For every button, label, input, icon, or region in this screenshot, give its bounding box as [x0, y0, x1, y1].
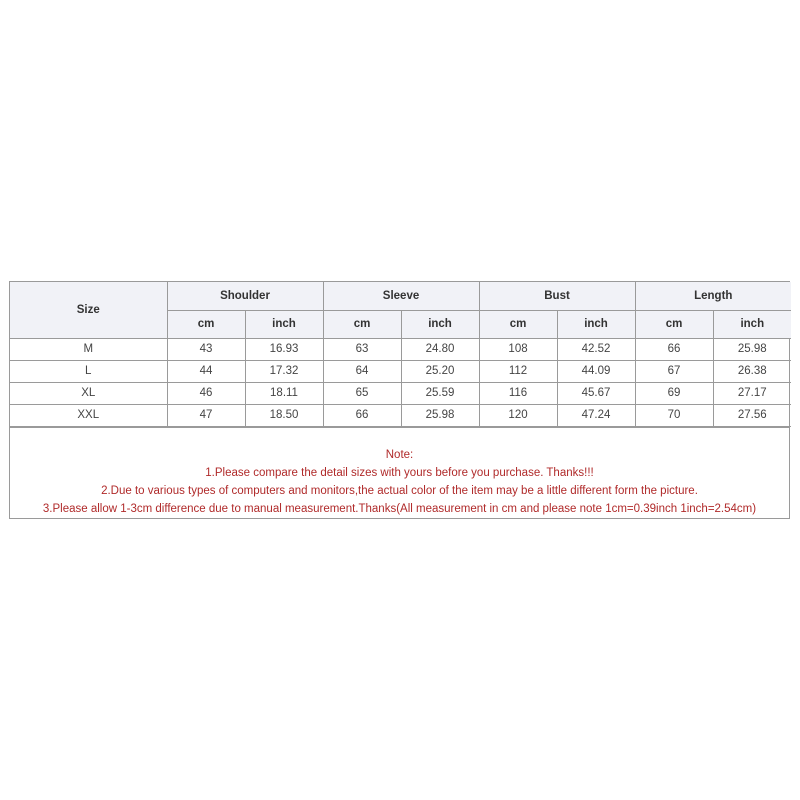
table-row — [10, 382, 791, 404]
size-cell: M — [10, 338, 167, 360]
value-cell: 24.80 — [401, 338, 479, 360]
unit-header-cm: cm — [479, 310, 557, 338]
unit-header-inch: inch — [245, 310, 323, 338]
size-header: Size — [10, 282, 167, 338]
value-cell: 64 — [323, 360, 401, 382]
notes-title: Note: — [385, 448, 414, 461]
group-header-length: Length — [635, 282, 791, 310]
unit-header-inch: inch — [557, 310, 635, 338]
value-cell: 67 — [635, 360, 713, 382]
value-cell: 65 — [323, 382, 401, 404]
value-cell: 25.59 — [401, 382, 479, 404]
group-header-sleeve: Sleeve — [323, 282, 479, 310]
group-header-shoulder: Shoulder — [167, 282, 323, 310]
note-line-2: 2.Due to various types of computers and monitors,the actual color of the item may be a little different form the picture. — [101, 484, 698, 497]
value-cell: 116 — [479, 382, 557, 404]
value-cell: 47 — [167, 404, 245, 426]
value-cell: 112 — [479, 360, 557, 382]
notes-section — [10, 427, 789, 518]
value-cell: 16.93 — [245, 338, 323, 360]
value-cell: 44 — [167, 360, 245, 382]
group-header-bust: Bust — [479, 282, 635, 310]
value-cell: 46 — [167, 382, 245, 404]
unit-header-cm: cm — [167, 310, 245, 338]
value-cell: 108 — [479, 338, 557, 360]
value-cell: 18.50 — [245, 404, 323, 426]
value-cell: 42.52 — [557, 338, 635, 360]
unit-header-inch: inch — [401, 310, 479, 338]
value-cell: 66 — [635, 338, 713, 360]
value-cell: 44.09 — [557, 360, 635, 382]
value-cell: 25.20 — [401, 360, 479, 382]
table-row — [10, 404, 791, 426]
value-cell: 25.98 — [401, 404, 479, 426]
table-row — [10, 360, 791, 382]
value-cell: 27.17 — [713, 382, 791, 404]
value-cell: 27.56 — [713, 404, 791, 426]
size-table — [10, 282, 791, 427]
value-cell: 47.24 — [557, 404, 635, 426]
size-cell: XXL — [10, 404, 167, 426]
size-cell: L — [10, 360, 167, 382]
value-cell: 120 — [479, 404, 557, 426]
value-cell: 18.11 — [245, 382, 323, 404]
value-cell: 25.98 — [713, 338, 791, 360]
size-chart — [9, 281, 790, 519]
note-line-3: 3.Please allow 1-3cm difference due to manual measurement.Thanks(All measurement in cm and please note 1cm=0.39inch 1inch=2.54cm) — [42, 502, 757, 515]
unit-header-cm: cm — [635, 310, 713, 338]
size-cell: XL — [10, 382, 167, 404]
value-cell: 45.67 — [557, 382, 635, 404]
unit-header-cm: cm — [323, 310, 401, 338]
value-cell: 70 — [635, 404, 713, 426]
note-line-1: 1.Please compare the detail sizes with yours before you purchase. Thanks!!! — [205, 466, 594, 479]
value-cell: 63 — [323, 338, 401, 360]
value-cell: 17.32 — [245, 360, 323, 382]
value-cell: 26.38 — [713, 360, 791, 382]
value-cell: 66 — [323, 404, 401, 426]
unit-header-inch: inch — [713, 310, 791, 338]
table-row — [10, 338, 791, 360]
value-cell: 43 — [167, 338, 245, 360]
value-cell: 69 — [635, 382, 713, 404]
